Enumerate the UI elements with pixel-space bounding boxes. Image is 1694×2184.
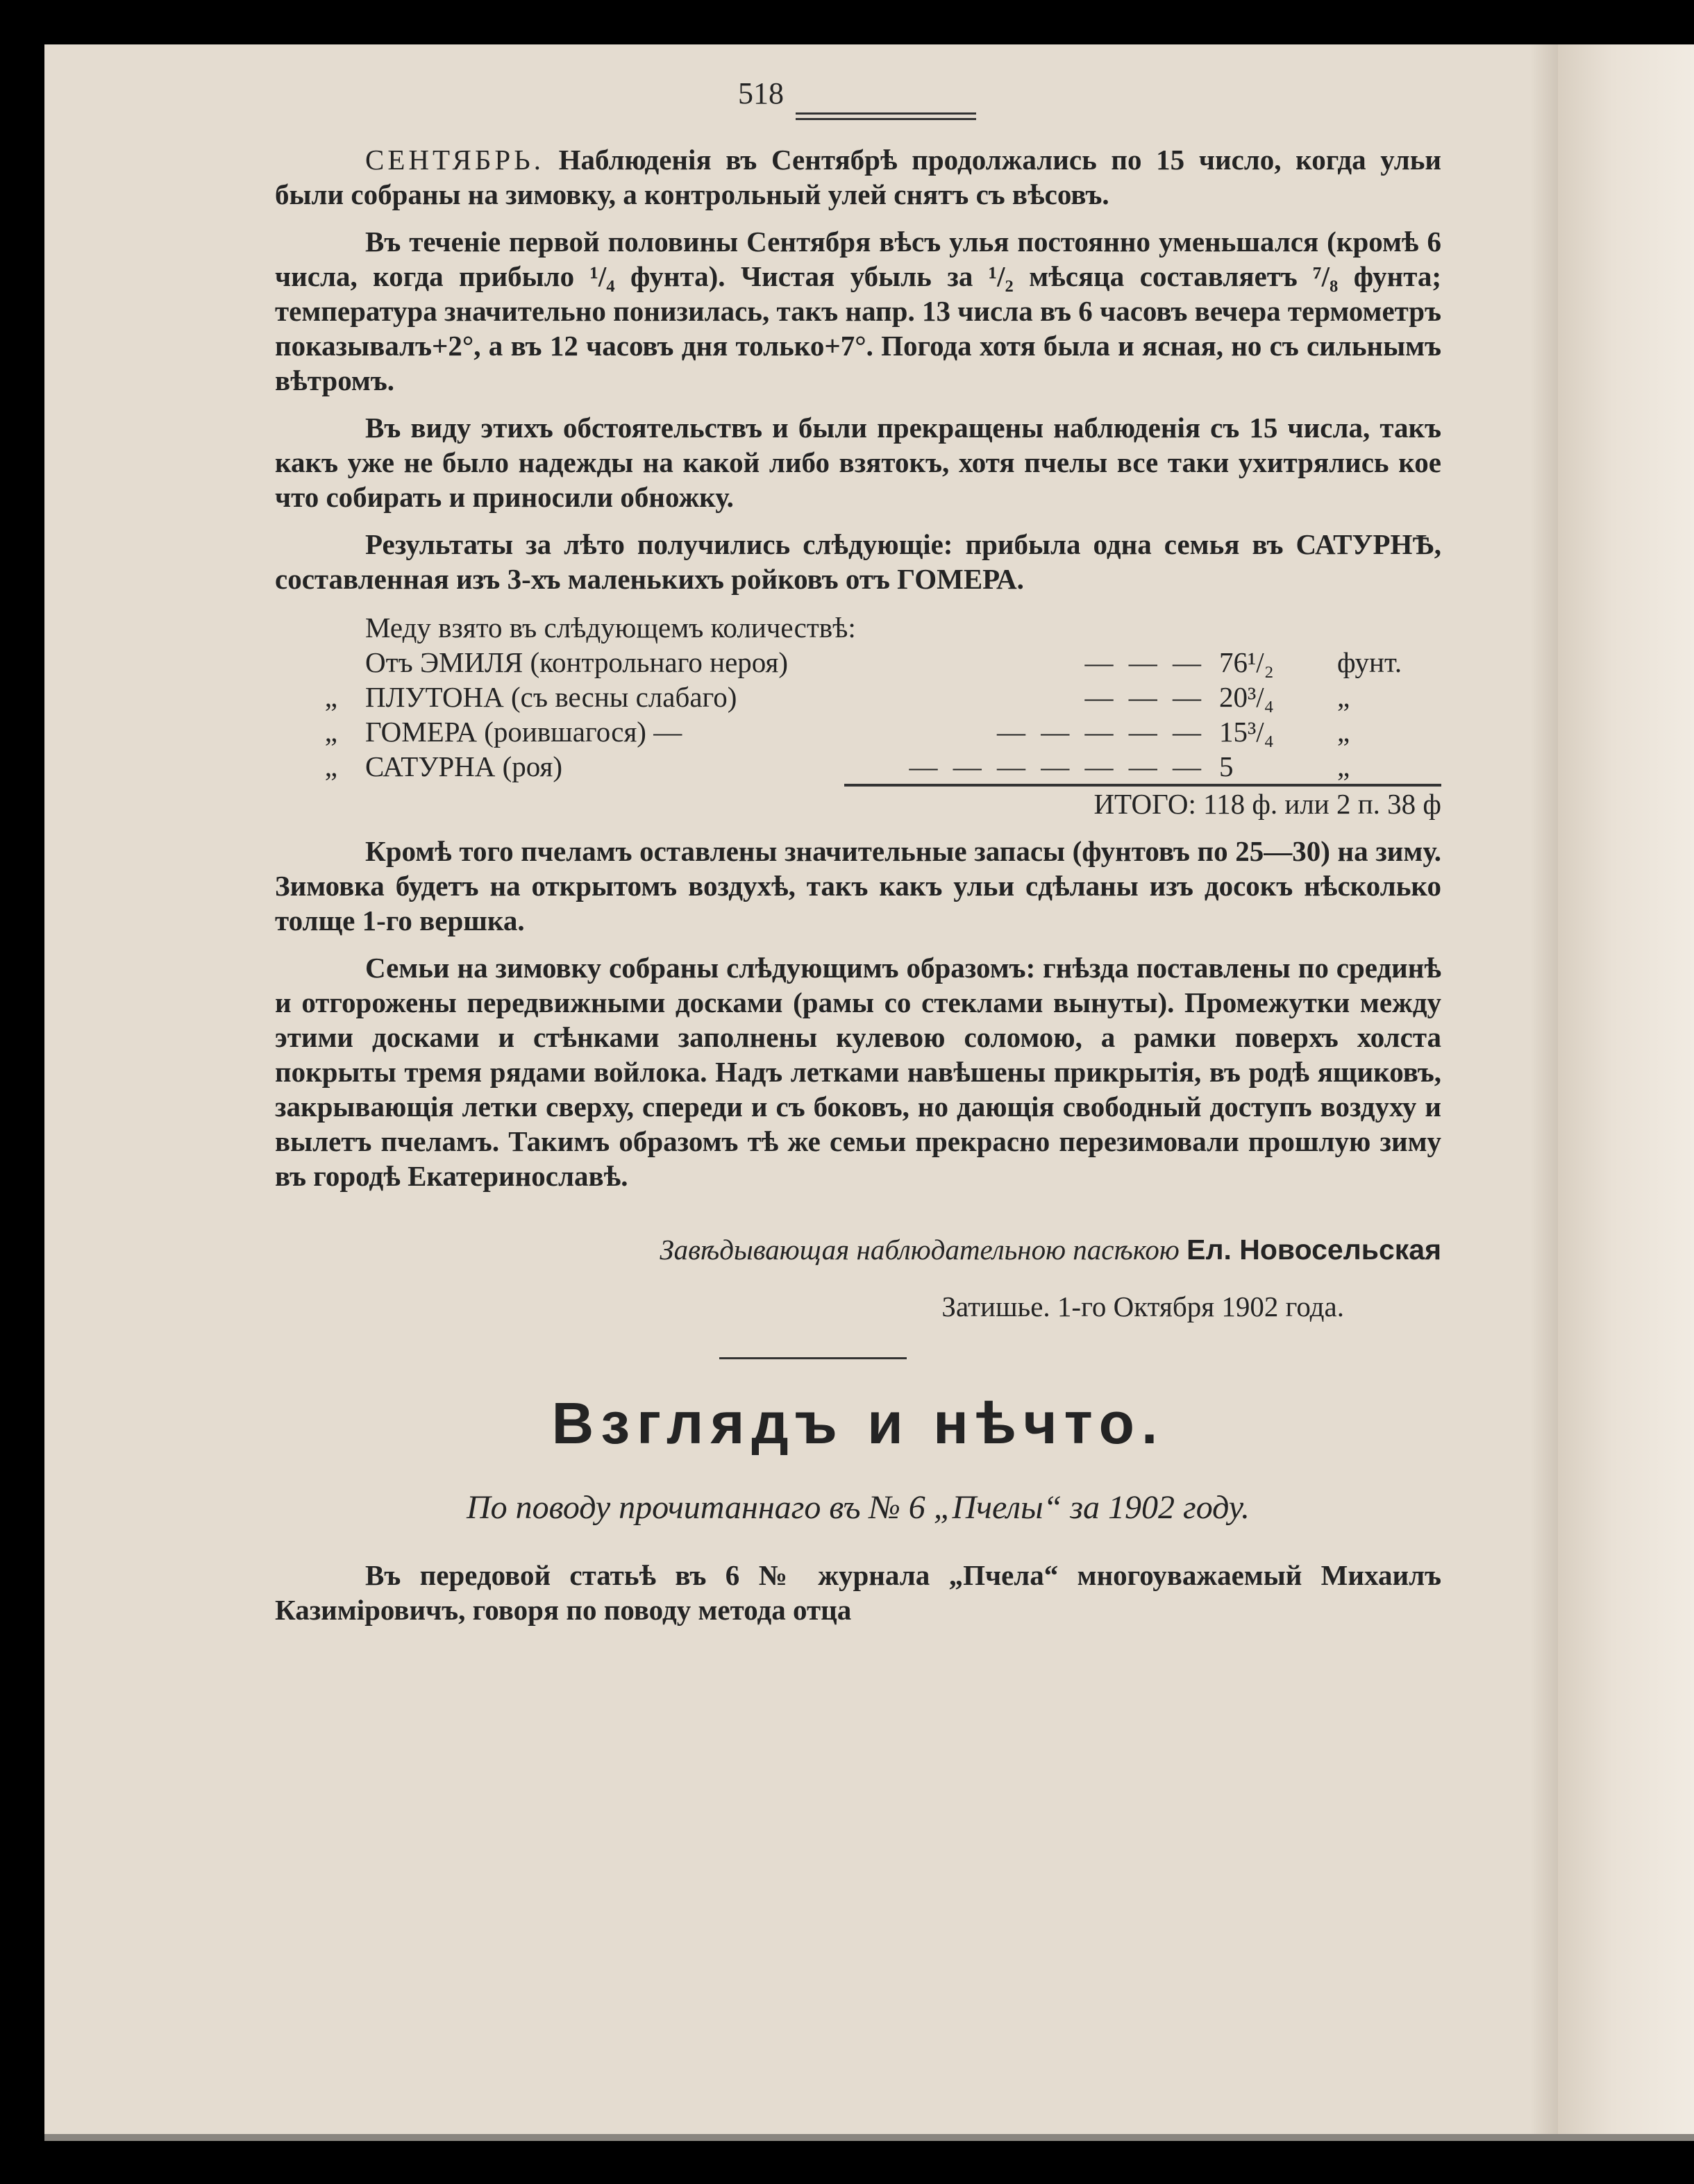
table-row — [275, 645, 1441, 680]
paragraph-weight-loss: Въ теченіе первой половины Сентября вѣсъ улья постоянно уменьшался (кромѣ 6 числа, когда прибыло ¹/₄ фунта). Чистая убыль за ¹/₂ мѣсяца составляетъ ⁷/₈ фунта; температура значительно понизилась, такъ напр. 13 числа въ 6 часовъ вечера термометръ показывалъ+2°, а въ 12 часовъ дня только+7°. Погода хотя была и ясная, но съ сильнымъ вѣтромъ. — [275, 226, 1441, 396]
row-amount: 76¹/₂ — [1219, 646, 1274, 678]
article-title: Взглядъ и нѣчто. — [551, 1391, 1165, 1456]
row-amount: 5 — [1219, 750, 1234, 782]
table-row — [275, 714, 1441, 749]
row-dashes: — — — — [1084, 646, 1205, 678]
bottom-strip — [44, 2134, 1694, 2141]
header-double-rule — [796, 112, 976, 120]
row-prefix: „ — [324, 681, 337, 713]
table-total: ИТОГО: 118 ф. или 2 п. 38 ф — [844, 784, 1441, 821]
section-divider — [719, 1357, 907, 1359]
paragraph-wintering: Семьи на зимовку собраны слѣдующимъ образомъ: гнѣзда поставлены по срединѣ и отгорожены передвижными досками (рамы со стеклами вынуты). Промежутки между этими досками и стѣнками заполнены кулевою соломою, а рамки поверхъ холста покрыты тремя рядами войлока. Надъ летками навѣшены прикрытія, въ родѣ ящиковъ, закрывающія летки сверху, спереди и съ боковъ, но дающія свободный доступъ воздуху и вылетъ пчеламъ. Такимъ образомъ тѣ же семьи прекрасно перезимовали прошлую зиму въ городѣ Екатеринославѣ. — [275, 952, 1441, 1192]
dateline: Затишье. 1-го Октября 1902 года. — [941, 1291, 1344, 1322]
page-number: 518 — [738, 76, 784, 110]
article-opening-paragraph: Въ передовой статьѣ въ 6 № журнала „Пчела“ многоуважаемый Михаилъ Казиміровичъ, говоря по поводу метода отца — [275, 1559, 1441, 1626]
month-heading: СЕНТЯБРЬ. — [365, 144, 544, 176]
paragraph-summer-results: Результаты за лѣто получились слѣдующіе: прибыла одна семья въ САТУРНѢ, составленная изъ 3-хъ маленькихъ ройковъ отъ ГОМЕРА. — [275, 528, 1441, 595]
page-content — [275, 76, 1441, 1627]
row-prefix: „ — [324, 750, 337, 782]
row-amount: 20³/₄ — [1219, 681, 1274, 713]
row-prefix: „ — [324, 716, 337, 748]
honey-table-intro: Меду взято въ слѣдующемъ количествѣ: — [365, 612, 856, 644]
row-dashes: — — — — — — — — [909, 750, 1205, 782]
body-text — [275, 142, 1441, 1193]
row-hive-name: ПЛУТОНА (съ весны слабаго) — [365, 681, 737, 713]
row-unit: „ — [1337, 716, 1350, 748]
row-prefix: Отъ — [365, 646, 413, 678]
table-row — [275, 680, 1441, 714]
signature-line — [275, 1232, 1441, 1267]
row-dashes: — — — — — — [997, 716, 1205, 748]
row-hive-name: САТУРНА (роя) — [365, 750, 563, 782]
honey-table — [275, 610, 1441, 821]
paragraph-observations-stopped: Въ виду этихъ обстоятельствъ и были прекращены наблюденія съ 15 числа, такъ какъ уже не было надежды на какой либо взятокъ, хотя пчелы все таки ухитрялись кое что собирать и приносили обножку. — [275, 412, 1441, 513]
signature-author: Ел. Новосельская — [1186, 1234, 1441, 1266]
row-dashes: — — — — [1084, 681, 1205, 713]
row-unit: „ — [1337, 750, 1350, 782]
row-amount: 15³/₄ — [1219, 716, 1274, 748]
row-hive-name: ЭМИЛЯ (контрольнаго нероя) — [419, 646, 789, 678]
row-unit: фунт. — [1337, 646, 1402, 678]
article-subtitle: По поводу прочитаннаго въ № 6 „Пчелы“ за 1902 году. — [466, 1489, 1250, 1526]
paragraph-winter-stores: Кромѣ того пчеламъ оставлены значительные запасы (фунтовъ по 25—30) на зиму. Зимовка будетъ на открытомъ воздухѣ, такъ какъ ульи сдѣланы изъ досокъ нѣсколько толще 1-го вершка. — [275, 835, 1441, 936]
signature-role: Завѣдывающая наблюдательною пасѣкою — [660, 1234, 1180, 1266]
paragraph-september-text: Наблюденія въ Сентябрѣ продолжались по 15 число, когда ульи были собраны на зимовку, а контрольный улей снятъ съ вѣсовъ. — [275, 144, 1441, 210]
paragraph-september — [275, 142, 1441, 212]
page-edge — [1558, 44, 1694, 2141]
row-unit: „ — [1337, 681, 1350, 713]
row-hive-name: ГОМЕРА (роившагося) — — [365, 716, 682, 748]
table-row — [275, 749, 1441, 784]
